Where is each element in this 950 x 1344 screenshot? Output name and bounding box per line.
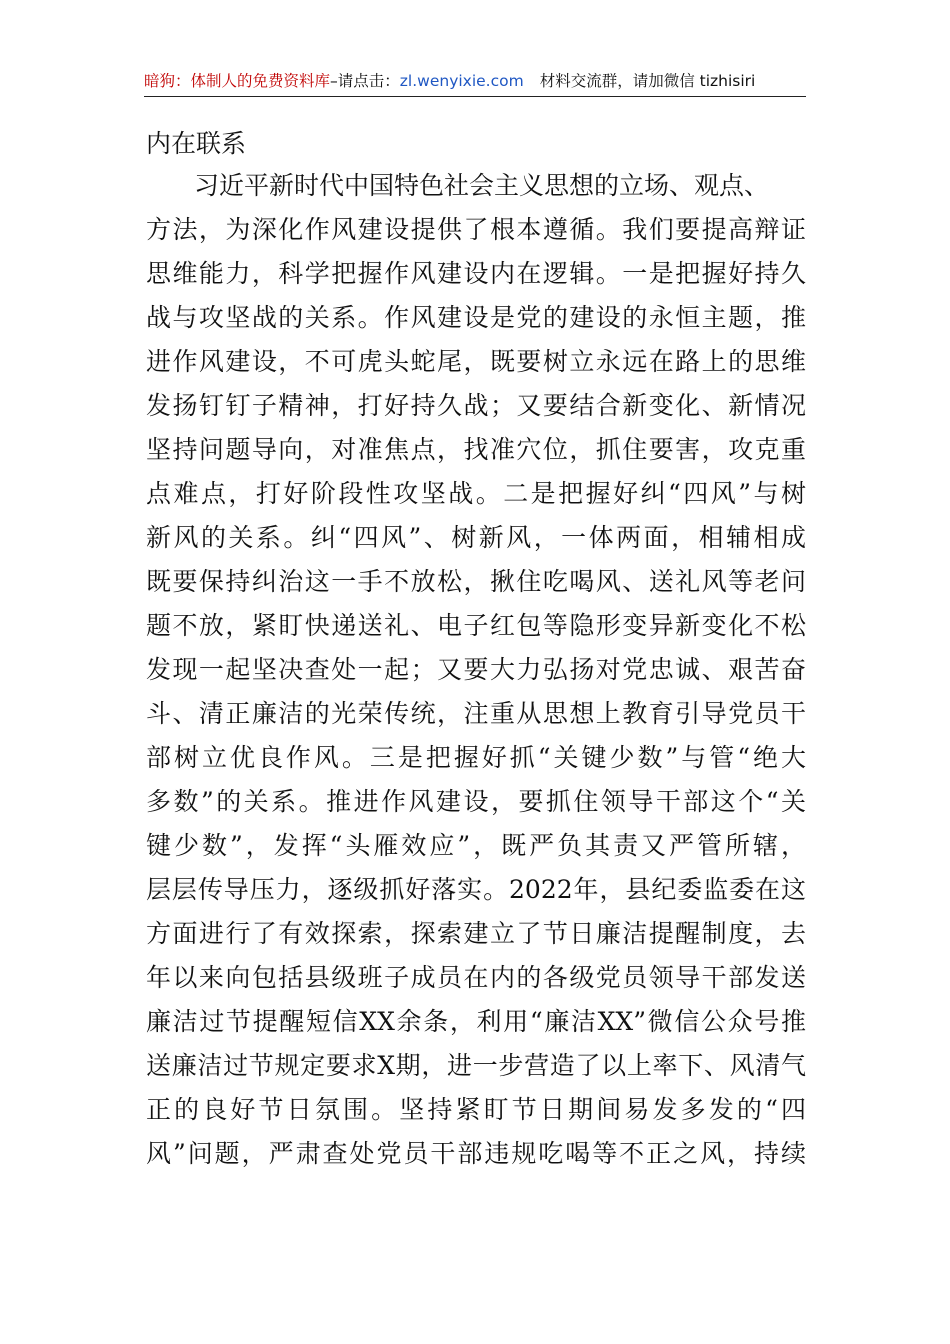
body-line: 习近平新时代中国特色社会主义思想的立场、观点、: [194, 171, 770, 200]
section-heading: 内在联系: [146, 129, 247, 158]
header-contact: 材料交流群，请加微信 tizhisiri: [539, 72, 756, 90]
body-line: 正的良好节日氛围。坚持紧盯节日期间易发多发的“四: [146, 1095, 806, 1124]
body-line: 键少数”，发挥“头雁效应”，既严负其责又严管所辖，: [146, 831, 806, 860]
body-line: 既要保持纠治这一手不放松，揪住吃喝风、送礼风等老问: [146, 567, 806, 596]
body-line: 题不放，紧盯快递送礼、电子红包等隐形变异新变化不松: [146, 611, 806, 640]
body-line: 新风的关系。纠“四风”、树新风，一体两面，相辅相成: [146, 523, 806, 552]
header-click-prompt: –请点击：: [330, 72, 400, 90]
body-line: 发现一起坚决查处一起；又要大力弘扬对党忠诚、艰苦奋: [146, 655, 806, 684]
body-line: 层层传导压力，逐级抓好落实。2022年，县纪委监委在这: [146, 875, 806, 904]
header-site-name: 暗狗：体制人的免费资料库: [144, 72, 331, 90]
body-line: 坚持问题导向，对准焦点，找准穴位，抓住要害，攻克重: [146, 435, 806, 464]
body-line: 点难点，打好阶段性攻坚战。二是把握好纠“四风”与树: [146, 479, 806, 508]
body-line: 年以来向包括县级班子成员在内的各级党员领导干部发送: [146, 963, 806, 992]
body-line: 发扬钉钉子精神，打好持久战；又要结合新变化、新情况: [146, 391, 806, 420]
body-line: 送廉洁过节规定要求X期，进一步营造了以上率下、风清气: [146, 1051, 806, 1080]
header-url-link[interactable]: zl.wenyixie.com: [399, 72, 524, 90]
body-line: 进作风建设，不可虎头蛇尾，既要树立永远在路上的思维: [146, 347, 806, 376]
body-line: 方法，为深化作风建设提供了根本遵循。我们要提高辩证: [146, 215, 806, 244]
body-line: 方面进行了有效探索，探索建立了节日廉洁提醒制度，去: [146, 919, 806, 948]
body-line: 战与攻坚战的关系。作风建设是党的建设的永恒主题，推: [146, 303, 806, 332]
body-line: 斗、清正廉洁的光荣传统，注重从思想上教育引导党员干: [146, 699, 806, 728]
body-line: 思维能力，科学把握作风建设内在逻辑。一是把握好持久: [146, 259, 806, 288]
body-line: 多数”的关系。推进作风建设，要抓住领导干部这个“关: [146, 787, 806, 816]
body-line: 风”问题，严肃查处党员干部违规吃喝等不正之风，持续: [146, 1139, 806, 1168]
body-line: 廉洁过节提醒短信XX余条，利用“廉洁XX”微信公众号推: [146, 1007, 806, 1036]
body-line: 部树立优良作风。三是把握好抓“关键少数”与管“绝大: [146, 743, 806, 772]
document-body: [146, 126, 806, 1178]
page-header: [144, 66, 806, 97]
